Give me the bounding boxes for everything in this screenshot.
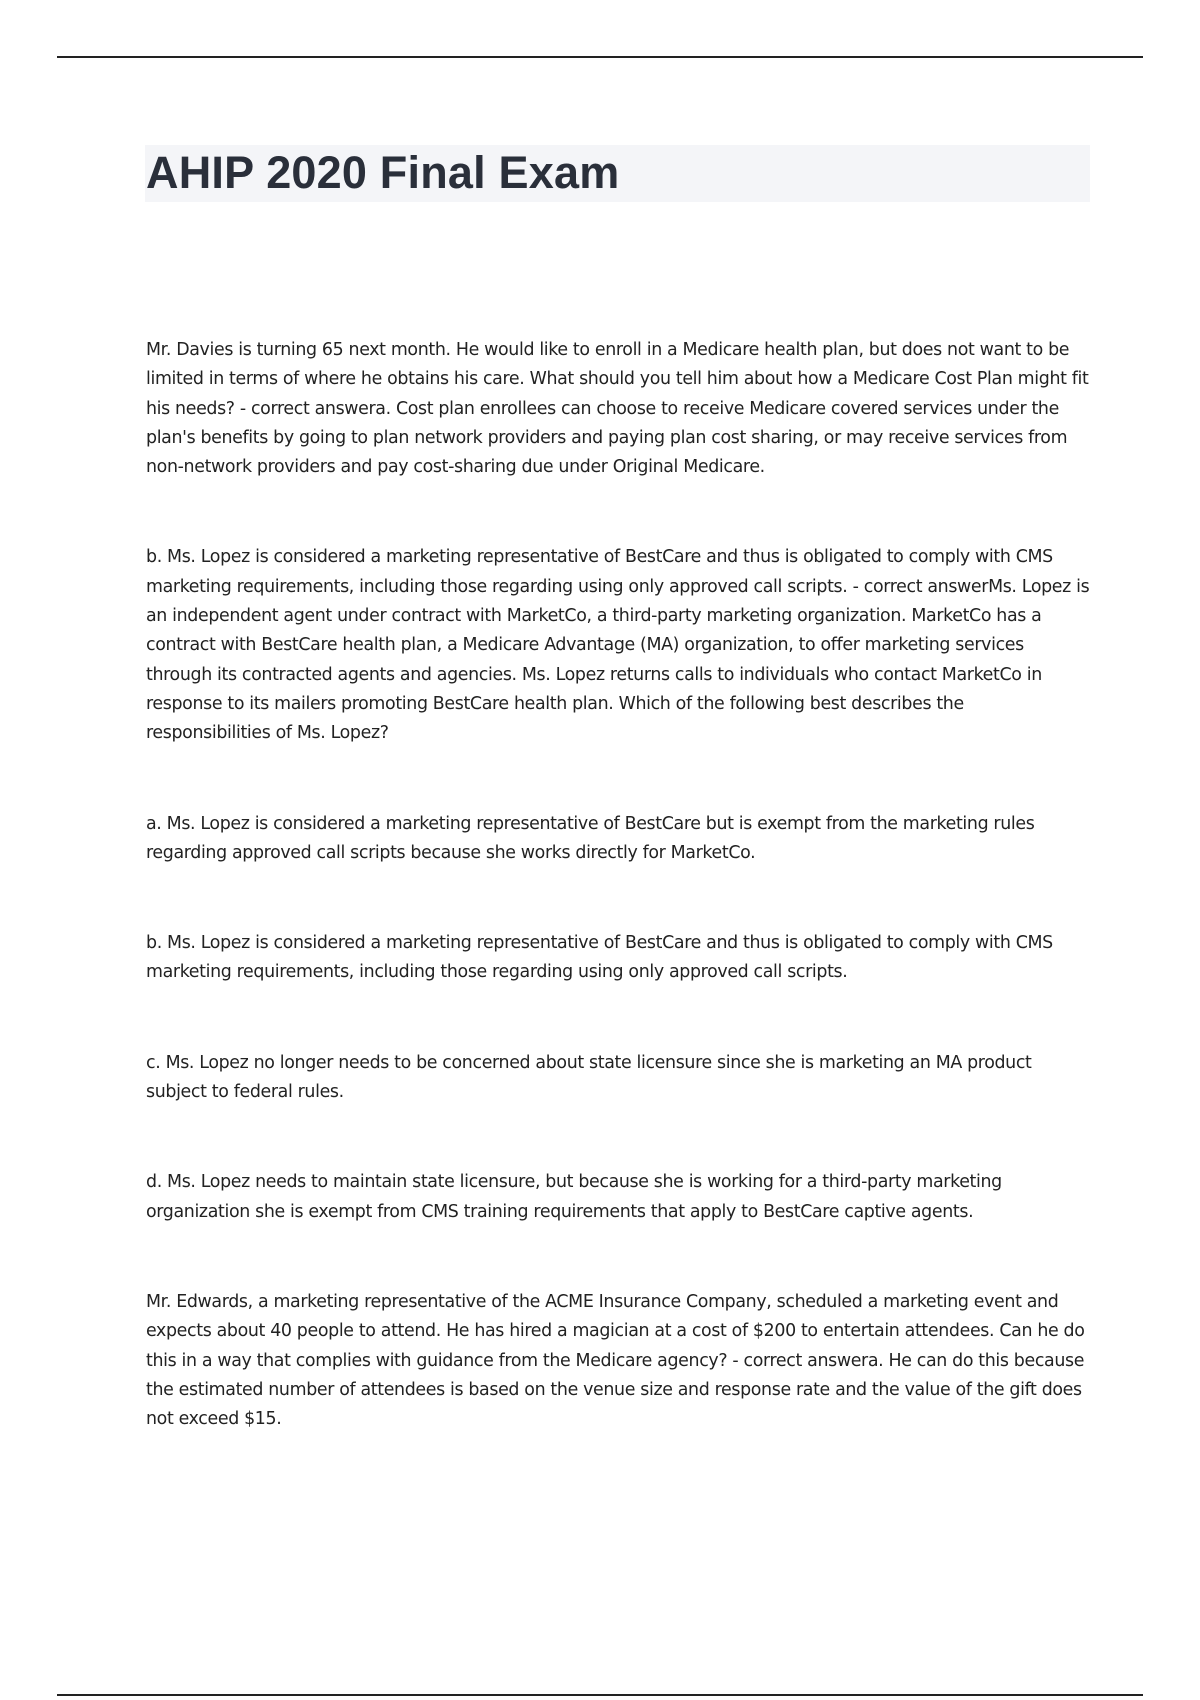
paragraph-option-a: a. Ms. Lopez is considered a marketing representative of BestCare but is exempt from the marketing rules regarding approved call scripts because she works directly for MarketCo.: [146, 813, 1035, 863]
paragraph-option-c: c. Ms. Lopez no longer needs to be concerned about state licensure since she is marketing an MA product subject to federal rules.: [146, 1052, 1032, 1103]
page-title: AHIP 2020 Final Exam: [146, 147, 620, 198]
document-body: [146, 336, 1091, 1434]
paragraph-option-d: d. Ms. Lopez needs to maintain state licensure, but because she is working for a third-party marketing organization she is exempt from CMS training requirements that apply to BestCare captive agents.: [146, 1172, 1002, 1222]
top-divider: [57, 56, 1143, 58]
paragraph-lopez-question: b. Ms. Lopez is considered a marketing representative of BestCare and thus is obligated to comply with CMS marketing requirements, including those regarding using only approved call scripts. - correct answerMs. Lopez is an independent agent under contract with MarketCo, a third-party marketing organization. MarketCo has a contract with BestCare health plan, a Medicare Advantage (MA) organization, to offer marketing services through its contracted agents and agencies. Ms. Lopez returns calls to individuals who contact MarketCo in response to its mailers promoting BestCare health plan. Which of the following best describes the responsibilities of Ms. Lopez?: [146, 547, 1090, 744]
paragraph-davies-question: Mr. Davies is turning 65 next month. He would like to enroll in a Medicare health plan, but does not want to be limited in terms of where he obtains his care. What should you tell him about how a Medicare Cost Plan might fit his needs? - correct answera. Cost plan enrollees can choose to receive Medicare covered services under the plan's benefits by going to plan network providers and paying plan cost sharing, or may receive services from non-network providers and pay cost-sharing due under Original Medicare.: [146, 340, 1089, 478]
bottom-divider: [57, 1694, 1143, 1696]
paragraph-option-b: b. Ms. Lopez is considered a marketing representative of BestCare and thus is obligated to comply with CMS marketing requirements, including those regarding using only approved call scripts.: [146, 933, 1053, 983]
paragraph-edwards-question: Mr. Edwards, a marketing representative of the ACME Insurance Company, scheduled a marketing event and expects about 40 people to attend. He has hired a magician at a cost of $200 to entertain attendees. Can he do this in a way that complies with guidance from the Medicare agency? - correct answera. He can do this because the estimated number of attendees is based on the venue size and response rate and the value of the gift does not exceed $15.: [146, 1291, 1085, 1430]
